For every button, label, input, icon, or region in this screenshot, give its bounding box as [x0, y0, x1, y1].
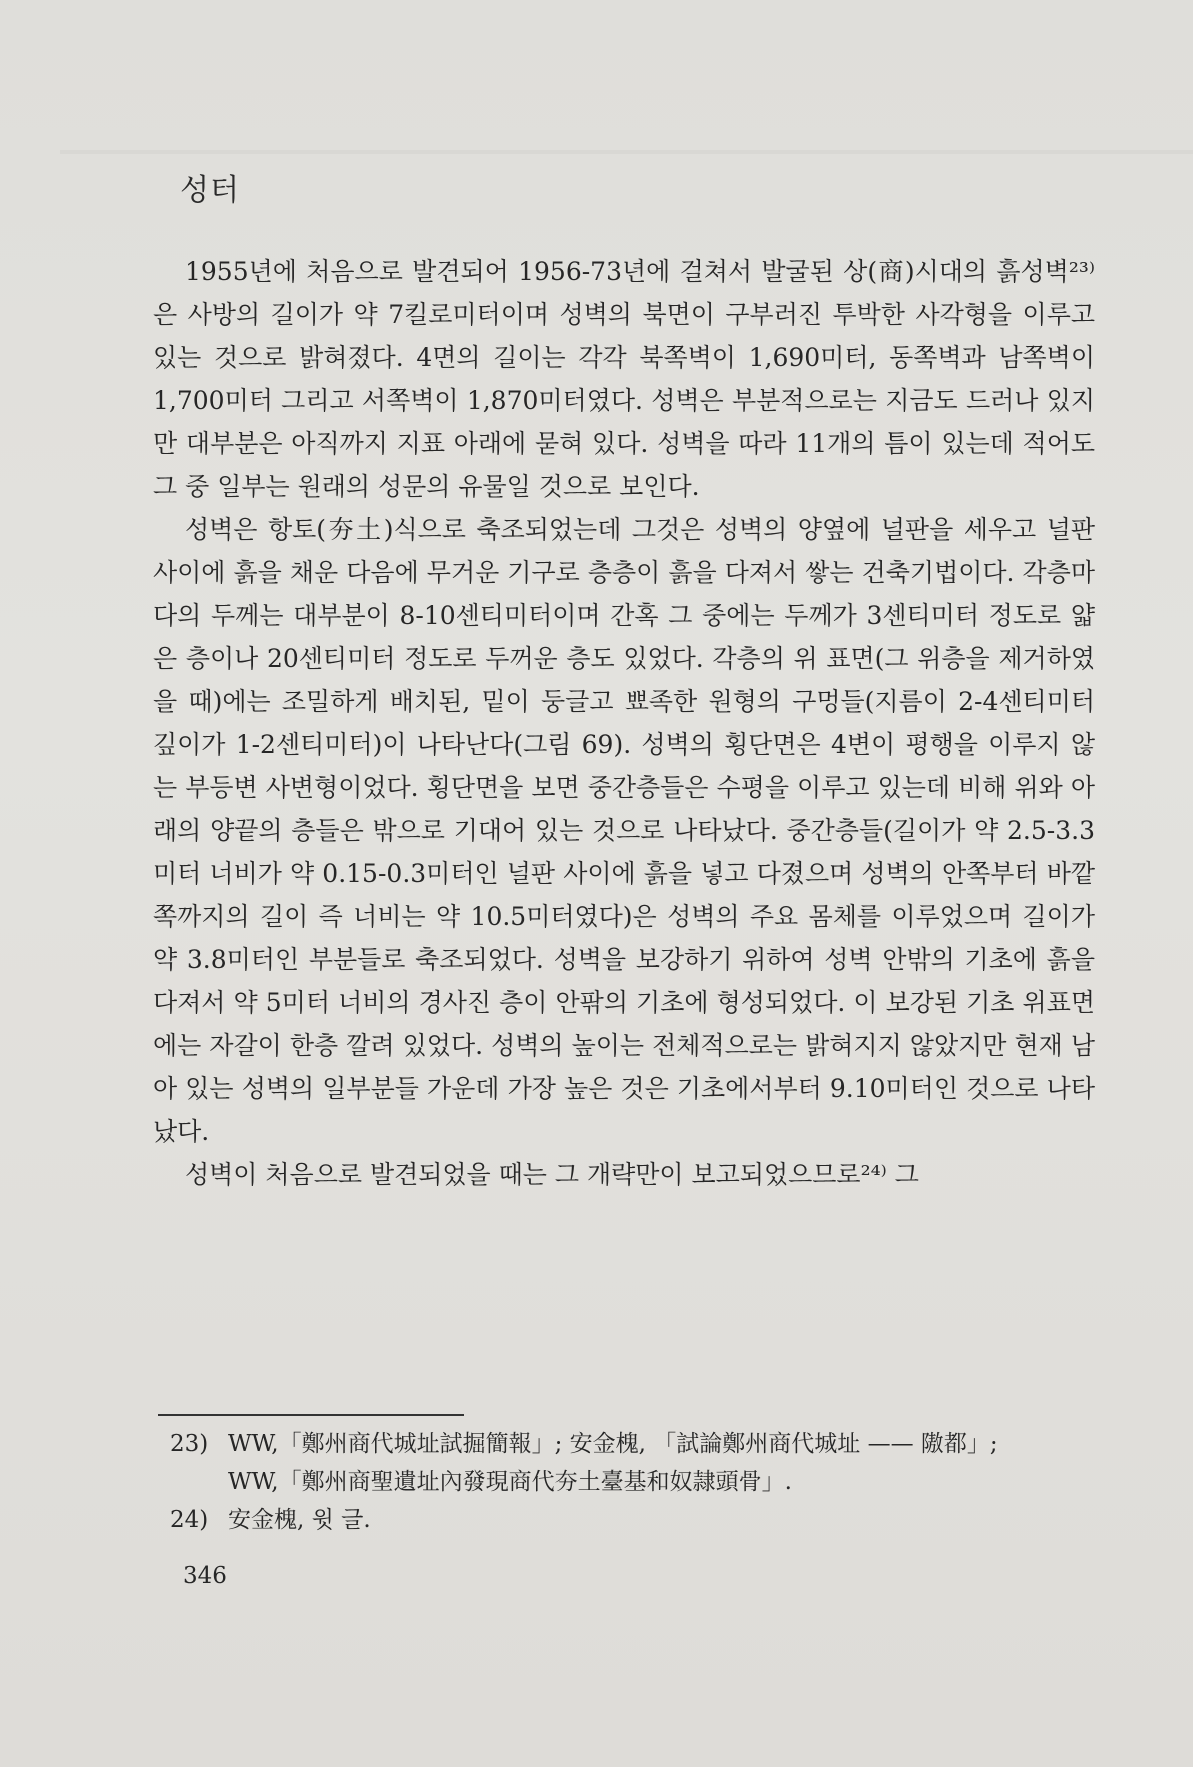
- footnote-24: [170, 1501, 1100, 1539]
- footnotes: [170, 1425, 1100, 1539]
- paragraph-2: 성벽은 항토(夯土)식으로 축조되었는데 그것은 성벽의 양옆에 널판을 세우고 널판 사이에 흙을 채운 다음에 무거운 기구로 층층이 흙을 다져서 쌓는 건축기법이다. 각층마다의 두께는 대부분이 8-10센티미터이며 간혹 그 중에는 두께가 3센티미터 정도로 얇은 층이나 20센티미터 정도로 두꺼운 층도 있었다. 각층의 위 표면(그 위층을 제거하였을 때)에는 조밀하게 배치된, 밑이 둥글고 뾰족한 원형의 구멍들(지름이 2-4센티미터 깊이가 1-2센티미터)이 나타난다(그림 69). 성벽의 횡단면은 4변이 평행을 이루지 않는 부등변 사변형이었다. 횡단면을 보면 중간층들은 수평을 이루고 있는데 비해 위와 아래의 양끝의 층들은 밖으로 기대어 있는 것으로 나타났다. 중간층들(길이가 약 2.5-3.3미터 너비가 약 0.15-0.3미터인 널판 사이에 흙을 넣고 다졌으며 성벽의 안쪽부터 바깥쪽까지의 길이 즉 너비는 약 10.5미터였다)은 성벽의 주요 몸체를 이루었으며 길이가 약 3.8미터인 부분들로 축조되었다. 성벽을 보강하기 위하여 성벽 안밖의 기초에 흙을 다져서 약 5미터 너비의 경사진 층이 안팎의 기초에 형성되었다. 이 보강된 기초 위표면에는 자갈이 한층 깔려 있었다. 성벽의 높이는 전체적으로는 밝혀지지 않았지만 현재 남아 있는 성벽의 일부분들 가운데 가장 높은 것은 기초에서부터 9.10미터인 것으로 나타났다.: [153, 515, 1095, 1146]
- page-edge-shadow: [60, 150, 1193, 154]
- footnote-line: 安金槐, 윗 글.: [228, 1507, 371, 1533]
- paragraph-1: 1955년에 처음으로 발견되어 1956-73년에 걸쳐서 발굴된 상(商)시대의 흙성벽²³⁾은 사방의 길이가 약 7킬로미터이며 성벽의 북면이 구부러진 투박한 사각형을 이루고 있는 것으로 밝혀졌다. 4면의 길이는 각각 북쪽벽이 1,690미터, 동쪽벽과 남쪽벽이 1,700미터 그리고 서쪽벽이 1,870미터였다. 성벽은 부분적으로는 지금도 드러나 있지만 대부분은 아직까지 지표 아래에 묻혀 있다. 성벽을 따라 11개의 틈이 있는데 적어도 그 중 일부는 원래의 성문의 유물일 것으로 보인다.: [153, 257, 1095, 501]
- footnote-line: WW,「鄭州商代城址試掘簡報」; 安金槐, 「試論鄭州商代城址 —— 隞都」;: [228, 1431, 998, 1457]
- footnote-body: [228, 1501, 1100, 1539]
- body-text: [153, 250, 1095, 1196]
- section-title: 성터: [180, 173, 240, 208]
- page-number: 346: [183, 1563, 227, 1589]
- footnote-line: WW,「鄭州商聖遺址內發現商代夯土臺基和奴隷頭骨」.: [228, 1469, 792, 1495]
- footnote-23: [170, 1425, 1100, 1501]
- footnote-number: 23): [170, 1431, 209, 1457]
- paragraph-3: 성벽이 처음으로 발견되었을 때는 그 개략만이 보고되었으므로²⁴⁾ 그: [185, 1160, 919, 1189]
- footnote-number: 24): [170, 1507, 209, 1533]
- footnote-body: [228, 1425, 1100, 1501]
- footnote-divider: [158, 1414, 464, 1416]
